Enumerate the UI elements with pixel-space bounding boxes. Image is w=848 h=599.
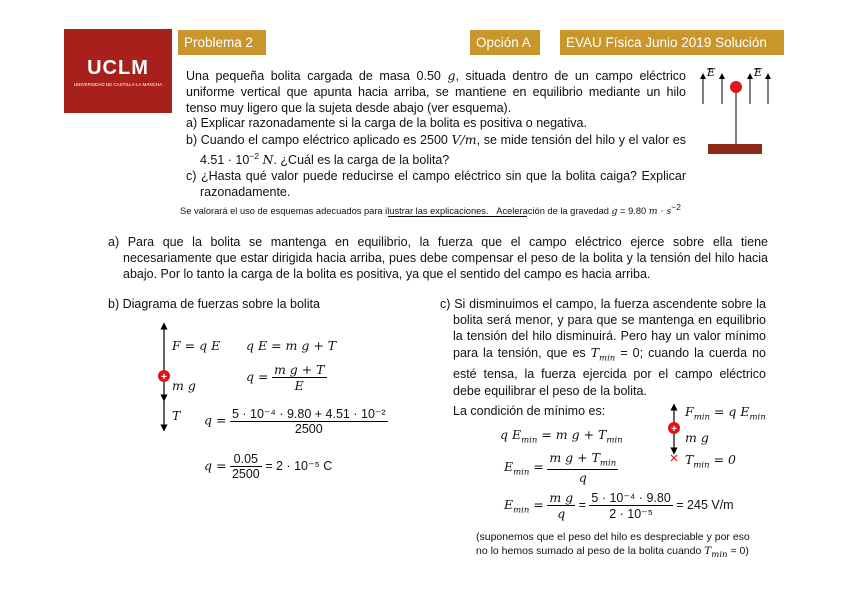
statement-b: b) Cuando el campo eléctrico aplicado es 2500 V/m, se mide tensión del hilo y el valor es $4.51 \cdot 10^{-2}$ N. ¿Cuál es la carga de la bolita? [186, 132, 686, 168]
logo-text: UCLM [87, 57, 149, 79]
support-base [708, 144, 762, 154]
force-label-mg: m g [172, 378, 196, 393]
plus-sign: + [161, 372, 167, 383]
statement-a: a) Explicar razonadamente si la carga de la bolita es positiva o negativa. [186, 116, 587, 131]
force-label-tmin: $T_{min} = 0$ [685, 452, 736, 471]
field-label: E [754, 66, 763, 79]
field-label: E [707, 66, 716, 79]
grading-note: Se valorará el uso de esquemas adecuados para ilustrar las explicaciones. Aceleración de la gravedad g = 9.80 $m \cdot s^{-2}$ [180, 202, 681, 218]
force-label-t: T [172, 408, 181, 423]
force-label-mg: m g [685, 430, 709, 445]
option-tag: Opción A [470, 30, 540, 55]
field-schematic [698, 62, 794, 162]
equation-b3: q = $\frac{\text{5 · 10⁻⁴ · 9.80 + 4.51 · 10⁻²}}{2500}$ [204, 407, 386, 436]
force-label-fmin: $F_{min} = q$ $E_{min}$ [685, 404, 766, 423]
equation-c2: $E_{min}$ = $\frac{m g + T_{min}}{q}$ [504, 450, 617, 485]
exam-tag: EVAU Física Junio 2019 Solución [560, 30, 784, 55]
equation-b4: q = $\frac{0.05}{2500}$ = 2 · 10⁻⁵ C [204, 452, 333, 481]
plus-sign: + [671, 424, 677, 435]
equation-b2: q = $\frac{\text{m g + T}}{E}$ [246, 362, 325, 393]
answer-a: a) Para que la bolita se mantenga en equilibrio, la fuerza que el campo eléctrico ejerce sobre ella tiene necesariamente que estar dirigida hacia arriba, pues debe compensar el peso de la bolita y la tensión del hilo hacia abajo. Por lo tanto la carga de la bolita es positiva, ya que el sentido del campo es hacia arriba. [108, 235, 768, 281]
equation-b1: q E = m g + T [246, 338, 337, 353]
answer-b-title: b) Diagrama de fuerzas sobre la bolita [108, 297, 320, 311]
answer-c: c) Si disminuimos el campo, la fuerza ascendente sobre la bolita será menor, y para que se mantenga en equilibrio la tensión del hilo disminuirá. Pero hay un valor mínimo para la tensión, que es $T_{min} = 0$; cuando la cuerda no esté tensa, la fuerza ejercida por el campo eléctrico debe equilibrar el peso de la bolita. [440, 297, 767, 398]
problem-tag: Problema 2 [178, 30, 266, 55]
equation-c3: $E_{min}$ = $\frac{\text{m g}}{q}$ = $\frac{\text{5 · 10⁻⁴ · 9.80}}{\text{2 · 10⁻⁵}}$ = 245 V/m [504, 490, 734, 521]
problem-statement [186, 68, 686, 201]
force-diagram-c [664, 403, 684, 473]
separator-line [388, 216, 527, 217]
condition-label: La condición de mínimo es: [453, 404, 606, 418]
equation-c1: q $E_{min} = m$ $g + T_{min}$ [500, 427, 623, 446]
footnote: (suponemos que el peso del hilo es despreciable y por eso no lo hemos sumado al peso de la bolita cuando $T_{min} = 0$) [476, 531, 750, 561]
statement-c: c) ¿Hasta qué valor puede reducirse el campo eléctrico sin que la bolita caiga? Explicar razonadamente. [186, 168, 686, 199]
force-label-f: F = q E [172, 338, 221, 353]
uclm-logo [64, 29, 172, 113]
charged-ball [730, 81, 742, 93]
logo-subtitle: UNIVERSIDAD DE CASTILLA-LA MANCHA [73, 82, 163, 87]
statement-intro: Una pequeña bolita cargada de masa 0.50 g, situada dentro de un campo eléctrico uniforme vertical que apunta hacia arriba, se mantiene en equilibrio mediante un hilo tenso muy ligero que la sujeta desde abajo (ver esquema). [186, 68, 686, 115]
